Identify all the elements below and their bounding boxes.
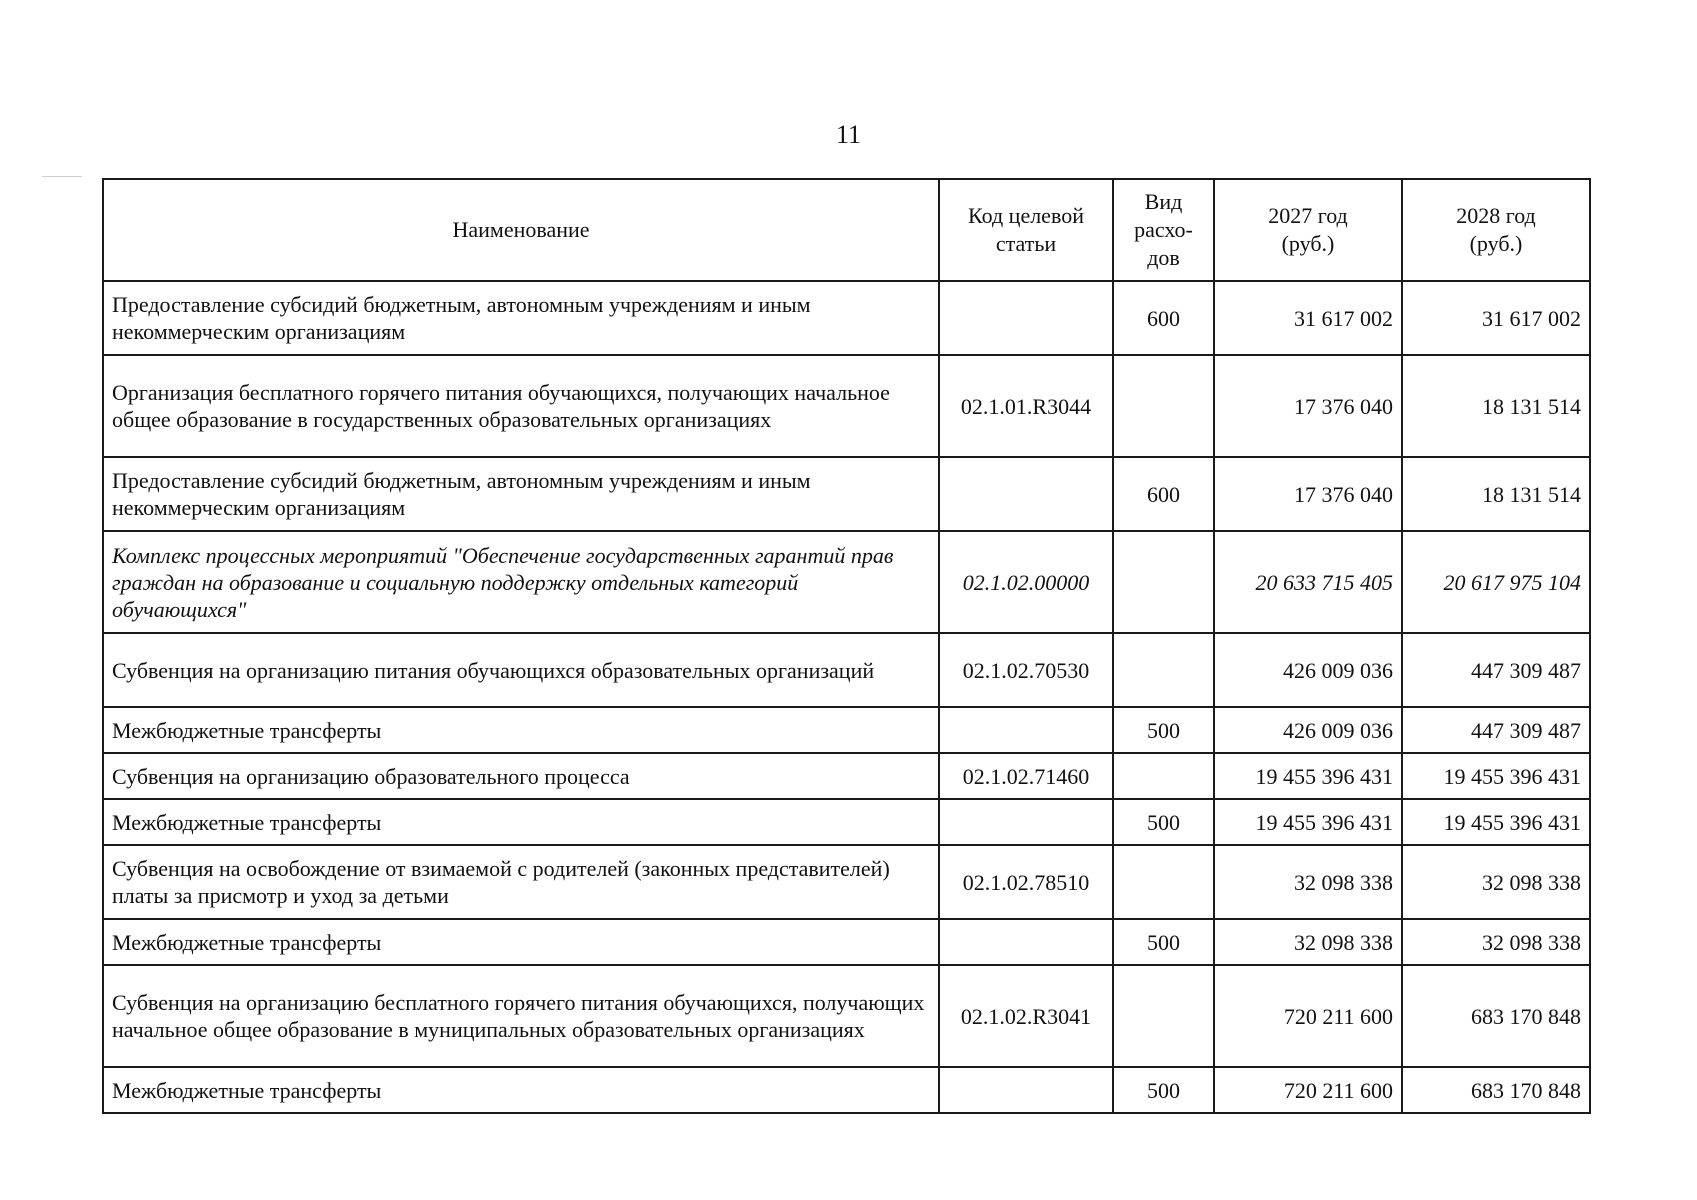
- row-2027: 426 009 036: [1214, 707, 1402, 753]
- row-2027: 426 009 036: [1214, 633, 1402, 707]
- row-2028: 683 170 848: [1402, 1067, 1590, 1113]
- row-2027: 19 455 396 431: [1214, 753, 1402, 799]
- table-row: [103, 965, 1590, 1067]
- table-row: [103, 799, 1590, 845]
- row-name: Организация бесплатного горячего питания обучающихся, получающих начальное общее образование в государственных образовательных организациях: [103, 355, 939, 457]
- row-name: Комплекс процессных мероприятий "Обеспечение государственных гарантий прав граждан на образование и социальную поддержку отдельных категорий обучающихся": [103, 531, 939, 633]
- row-kind: 500: [1113, 707, 1214, 753]
- row-2028: 683 170 848: [1402, 965, 1590, 1067]
- row-2028: 19 455 396 431: [1402, 799, 1590, 845]
- header-code-line1: Код целевой: [968, 203, 1084, 228]
- row-2028: 31 617 002: [1402, 281, 1590, 355]
- header-kind-line3: дов: [1147, 245, 1180, 270]
- row-kind: 500: [1113, 1067, 1214, 1113]
- header-kind-line1: Вид: [1144, 189, 1183, 214]
- row-2027: 720 211 600: [1214, 1067, 1402, 1113]
- row-2028: 447 309 487: [1402, 633, 1590, 707]
- row-name: Субвенция на организацию бесплатного горячего питания обучающихся, получающих начальное общее образование в муниципальных образовательных организациях: [103, 965, 939, 1067]
- page-number: 11: [835, 120, 862, 149]
- table-row: [103, 281, 1590, 355]
- row-code: 02.1.02.R3041: [939, 965, 1113, 1067]
- header-2027-line1: 2027 год: [1268, 203, 1348, 228]
- table-row: [103, 457, 1590, 531]
- row-name: Предоставление субсидий бюджетным, автономным учреждениям и иным некоммерческим организациям: [103, 281, 939, 355]
- row-2027: 19 455 396 431: [1214, 799, 1402, 845]
- row-kind: [1113, 531, 1214, 633]
- table-row: [103, 845, 1590, 919]
- header-code: [939, 179, 1113, 281]
- header-2028: [1402, 179, 1590, 281]
- row-kind: 500: [1113, 919, 1214, 965]
- row-name: Межбюджетные трансферты: [103, 1067, 939, 1113]
- row-code: [939, 919, 1113, 965]
- row-2027: 720 211 600: [1214, 965, 1402, 1067]
- row-code: 02.1.02.70530: [939, 633, 1113, 707]
- header-kind: [1113, 179, 1214, 281]
- header-name: Наименование: [103, 179, 939, 281]
- row-code: [939, 707, 1113, 753]
- row-2027: 17 376 040: [1214, 457, 1402, 531]
- header-kind-line2: расхо-: [1134, 217, 1193, 242]
- row-code: [939, 457, 1113, 531]
- row-2027: 17 376 040: [1214, 355, 1402, 457]
- table-row: [103, 633, 1590, 707]
- row-name: Предоставление субсидий бюджетным, автономным учреждениям и иным некоммерческим организациям: [103, 457, 939, 531]
- row-code: [939, 799, 1113, 845]
- row-kind: [1113, 965, 1214, 1067]
- row-2028: 447 309 487: [1402, 707, 1590, 753]
- table-row: [103, 707, 1590, 753]
- row-code: 02.1.02.71460: [939, 753, 1113, 799]
- row-2028: 32 098 338: [1402, 845, 1590, 919]
- row-name: Межбюджетные трансферты: [103, 799, 939, 845]
- row-kind: [1113, 753, 1214, 799]
- row-code: [939, 1067, 1113, 1113]
- row-kind: [1113, 633, 1214, 707]
- row-kind: 500: [1113, 799, 1214, 845]
- row-2028: 32 098 338: [1402, 919, 1590, 965]
- row-name: Субвенция на организацию питания обучающихся образовательных организаций: [103, 633, 939, 707]
- header-2028-line1: 2028 год: [1456, 203, 1536, 228]
- table-row: [103, 919, 1590, 965]
- table-row: [103, 355, 1590, 457]
- row-kind: 600: [1113, 457, 1214, 531]
- row-2027: 31 617 002: [1214, 281, 1402, 355]
- row-name: Межбюджетные трансферты: [103, 919, 939, 965]
- row-name: Субвенция на организацию образовательного процесса: [103, 753, 939, 799]
- row-name: Субвенция на освобождение от взимаемой с родителей (законных представителей) платы за присмотр и уход за детьми: [103, 845, 939, 919]
- row-code: 02.1.02.78510: [939, 845, 1113, 919]
- header-2028-line2: (руб.): [1469, 231, 1523, 256]
- row-kind: [1113, 845, 1214, 919]
- row-kind: 600: [1113, 281, 1214, 355]
- row-2028: 19 455 396 431: [1402, 753, 1590, 799]
- header-2027: [1214, 179, 1402, 281]
- row-2027: 20 633 715 405: [1214, 531, 1402, 633]
- row-2028: 18 131 514: [1402, 355, 1590, 457]
- table-row: [103, 753, 1590, 799]
- header-2027-line2: (руб.): [1281, 231, 1335, 256]
- header-code-line2: статьи: [995, 231, 1057, 256]
- row-name: Межбюджетные трансферты: [103, 707, 939, 753]
- row-code: 02.1.02.00000: [939, 531, 1113, 633]
- row-2028: 18 131 514: [1402, 457, 1590, 531]
- table-row: [103, 531, 1590, 633]
- row-code: [939, 281, 1113, 355]
- row-2027: 32 098 338: [1214, 919, 1402, 965]
- row-kind: [1113, 355, 1214, 457]
- row-2027: 32 098 338: [1214, 845, 1402, 919]
- row-code: 02.1.01.R3044: [939, 355, 1113, 457]
- budget-table: [102, 178, 1591, 1114]
- row-2028: 20 617 975 104: [1402, 531, 1590, 633]
- table-row: [103, 1067, 1590, 1113]
- table-header-row: [103, 179, 1590, 281]
- scan-mark: [42, 176, 82, 177]
